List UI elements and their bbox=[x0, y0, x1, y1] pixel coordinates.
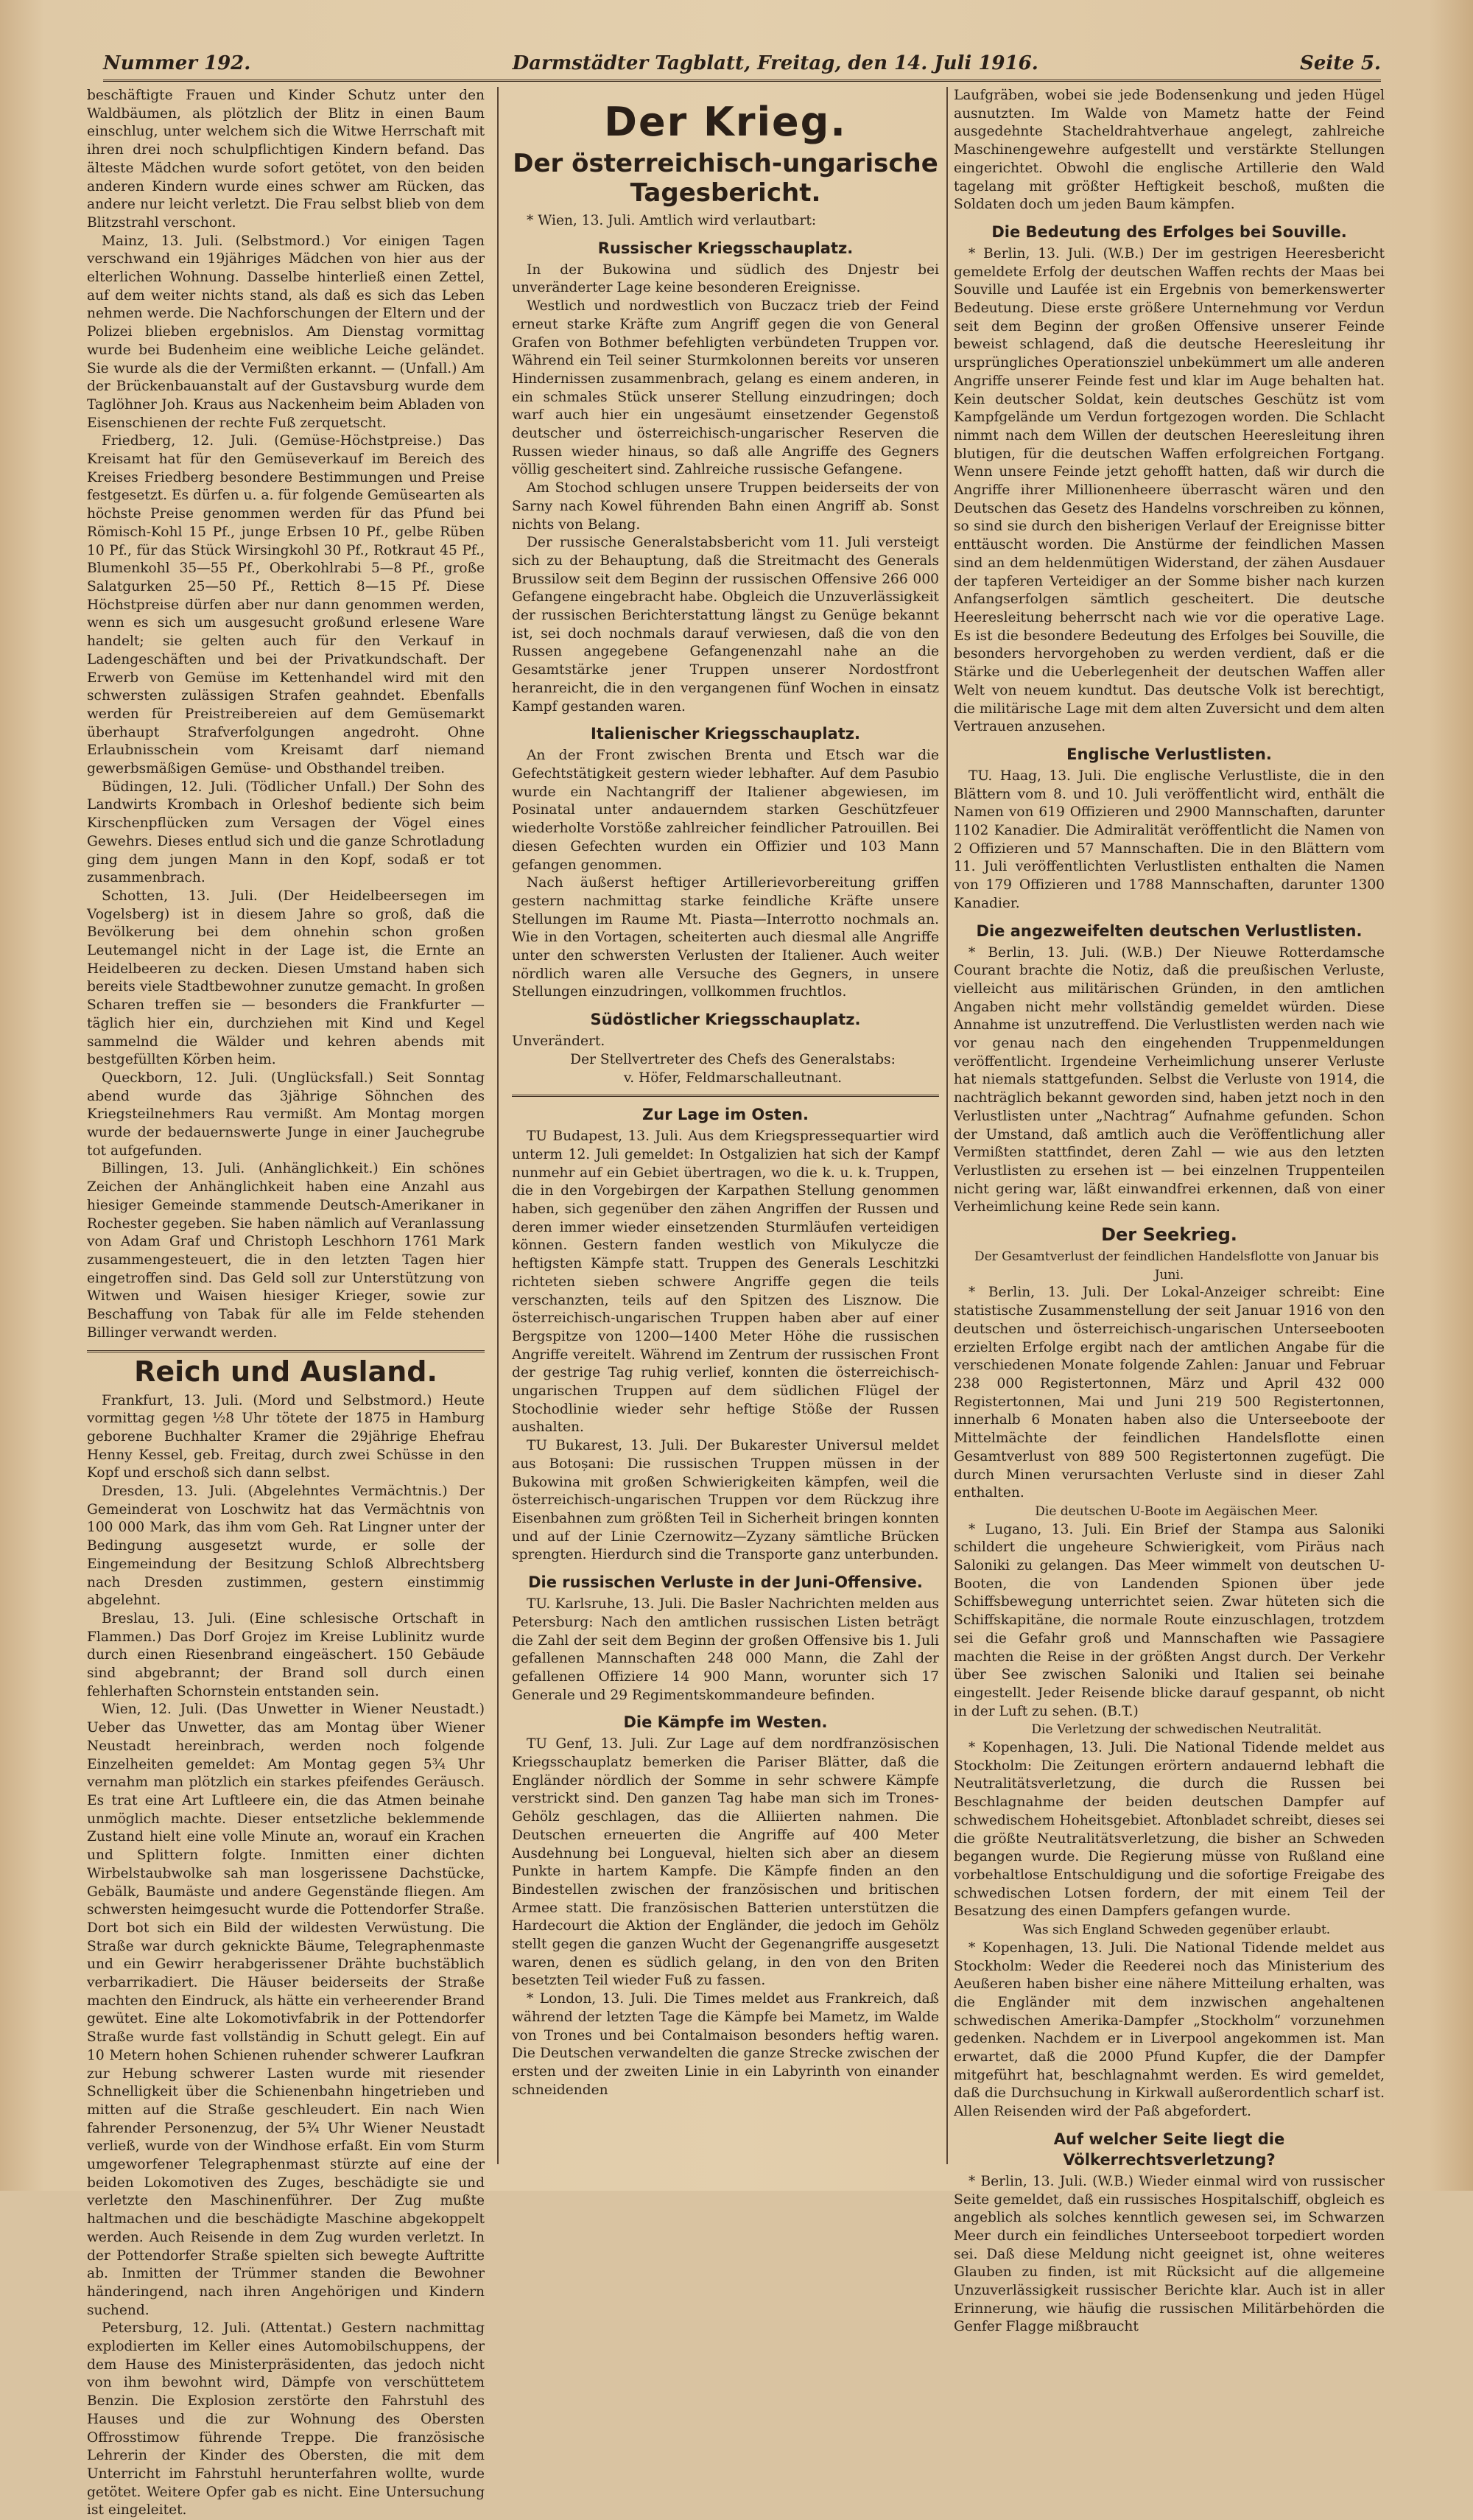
article-paragraph: Dresden, 13. Juli. (Abgelehntes Vermächtnis.) Der Gemeinderat von Loschwitz hat das Vermächtnis von 100 000 Mark, das ihm vom Geh. Rat Lingner unter der Bedingung ausgesetzt wurde, er solle der Eingemeindung der Besitzung Schloß Albrechtsberg nach Dresden zustimmen, gestern einstimmig abgelehnt. bbox=[87, 1484, 485, 1609]
section-heading: Italienischer Kriegsschauplatz. bbox=[591, 725, 860, 743]
article-paragraph: Breslau, 13. Juli. (Eine schlesische Ortschaft in Flammen.) Das Dorf Grojez im Kreise Lublinitz wurde durch einen Riesenbrand eingeäschert. 150 Gebäude sind abgebrannt; der Brand soll durch einen fehlerhaften Schornstein entstanden sein. bbox=[87, 1610, 485, 1699]
section-heading: Südöstlicher Kriegsschauplatz. bbox=[590, 1011, 861, 1029]
article-paragraph: Frankfurt, 13. Juli. (Mord und Selbstmord.) Heute vormittag gegen ½8 Uhr tötete der 1875 in Hamburg geborene Buchhalter Kramer die 29jährige Ehefrau Henny Kessel, geb. Freitag, durch zwei Schüsse in den Kopf und erschoß sich dann selbst. bbox=[87, 1392, 485, 1481]
article-paragraph: * London, 13. Juli. Die Times meldet aus Frankreich, daß während der letzten Tage die Kämpfe bei Mametz, im Walde von Trones und bei Contalmaison besonders heftig waren. Die Deutschen verwandelten die ganze Strecke zwischen der ersten und der zweiten Linie in ein Labyrinth von einander schneidenden bbox=[512, 1991, 939, 2098]
column-left bbox=[87, 87, 485, 2519]
section-heading: Die angezweifelten deutschen Verlustlisten. bbox=[976, 922, 1363, 940]
section-divider bbox=[87, 1350, 485, 1352]
article-paragraph: An der Front zwischen Brenta und Etsch war die Gefechtstätigkeit gestern wieder lebhafter. Auf dem Pasubio wurde ein Nachtangriff der Italiener abgewiesen, im Posinatal unter andauerndem starken Geschützfeuer wiederholte Vorstöße zahlreicher feindlicher Patrouillen. Bei diesen Gefechten wurden ein Offizier und 103 Mann gefangen genommen. bbox=[512, 748, 939, 873]
section-heading: Der Seekrieg. bbox=[1101, 1224, 1237, 1246]
page-number: Seite 5. bbox=[1300, 52, 1381, 74]
article-paragraph: Büdingen, 12. Juli. (Tödlicher Unfall.) Der Sohn des Landwirts Krombach in Orleshof bediente sich beim Kirschenpflücken zum Versagen der Vögel eines Gewehrs. Dieses entlud sich und die ganze Schrotladung ging dem jungen Mann in den Kopf, sodaß er tot zusammenbrach. bbox=[87, 779, 485, 886]
article-paragraph: * Berlin, 13. Juli. (W.B.) Der im gestrigen Heeresbericht gemeldete Erfolg der deutschen Waffen rechts der Maas bei Souville und Laufée ist ein Ergebnis von bemerkenswerter Bedeutung. Diese erste größere Unternehmung vor Verdun seit dem Beginn der großen Offensive unserer Feinde beweist schlagend, daß die deutsche Heeresleitung ihr ursprüngliches Operationsziel unbekümmert um alle anderen Angriffe unserer Feinde fest und klar im Auge behalten hat. Kein deutscher Soldat, kein deutsches Geschütz ist vom Kampfgelände um Verdun fortgezogen worden. Die Schlacht nimmt nach dem Willen der deutschen Heeresleitung ihren blutigen, für die deutschen Waffen erfolgreichen Fortgang. Wenn unsere Feinde jetzt gehofft hatten, daß wir durch die Angriffe ihrer Millionenheere überrascht wären und den Deutschen das Gesetz des Handelns vorschreiben zu können, so sind sie durch den bisherigen Verlauf der Ereignisse bitter enttäuscht worden. Die Anstürme der feindlichen Massen sind an dem heldenmütigen Widerstand, der zähen Ausdauer der tapferen Verteidiger an der Somme bisher nach kurzen Anfangserfolgen sämtlich gescheitert. Die deutsche Heeresleitung beherrscht nach wie vor die operative Lage. Es ist die besondere Bedeutung des Erfolges bei Souville, die besonders hervorgehoben zu werden verdient, daß er die Stärke und die Ueberlegenheit der deutschen Waffen aller Welt von neuem kundtut. Das deutsche Volk ist berechtigt, die militärische Lage mit dem alten Zuversicht und dem alten Vertrauen anzusehen. bbox=[954, 245, 1385, 735]
section-subheading: Die deutschen U-Boote im Aegäischen Meer. bbox=[1035, 1503, 1318, 1519]
article-paragraph: Wien, 12. Juli. (Das Unwetter in Wiener Neustadt.) Ueber das Unwetter, das am Montag über Wiener Neustadt hereinbrach, werden noch folgende Einzelheiten gemeldet: Am Montag gegen 5¾ Uhr vernahm man plötzlich ein starkes pfeifendes Geräusch. Es trat eine Art Luftleere ein, die das Atmen beinahe unmöglich machte. Dieser entsetzliche beklemmende Zustand hielt eine volle Minute an, worauf ein Krachen und Splittern folgte. Inmitten einer dichten Wirbelstaubwolke sah man losgerissene Dachstücke, Gebälk, Baumäste und andere Gegenstände fliegen. Am schwersten heimgesucht wurde die Pottendorfer Straße. Dort bot sich ein Bild der wildesten Verwüstung. Die Straße war durch geknickte Bäume, Telegraphenmaste und ein Gewirr herabgerissener Drähte buchstäblich verbarrikadiert. Die Häuser beiderseits der Straße machten den Eindruck, als hätte ein verheerender Brand gewütet. Eine alte Lokomotivfabrik in der Pottendorfer Straße wurde fast vollständig in Schutt gelegt. Ein auf 10 Metern hohen Schienen ruhender schwerer Laufkran zur Hebung schwerer Lasten wurde mit riesender Schnelligkeit über die Schienenbahn hingetrieben und mitten auf die Straße geschleudert. Ein nach Wien fahrender Personenzug, der 5¾ Uhr Wiener Neustadt verließ, wurde von der Windhose erfaßt. Ein vom Sturm umgeworfener Telegraphenmast stürzte auf eine der beiden Lokomotiven des Zuges, beschädigte sie und verletzte den Maschinenführer. Der Zug mußte haltmachen und die beschädigte Maschine abgekoppelt werden. Auch Reisende in dem Zug wurden verletzt. In der Pottendorfer Straße spielten sich bewegte Auftritte ab. Inmitten der Trümmer standen die Bewohner händeringend, nach ihren Angehörigen und Kindern suchend. bbox=[87, 1702, 485, 2318]
article-paragraph: Am Stochod schlugen unsere Truppen beiderseits der von Sarny nach Kowel führenden Bahn einen Angriff ab. Sonst nichts von Belang. bbox=[512, 480, 939, 533]
article-paragraph: Mainz, 13. Juli. (Selbstmord.) Vor einigen Tagen verschwand ein 19jähriges Mädchen von hier aus der elterlichen Wohnung. Dasselbe hinterließ einen Zettel, auf dem weiter nichts stand, als daß es sich das Leben nehmen werde. Die Nachforschungen der Eltern und der Polizei blieben ergebnislos. Am Dienstag vormittag wurde bei Budenheim eine weibliche Leiche geländet. Sie wurde als die der Vermißten erkannt. — (Unfall.) Am der Brückenbauanstalt auf der Gustavsburg wurde dem Taglöhner Joh. Kraus aus Nackenheim beim Abladen von Eisenschienen der rechte Fuß zerquetscht. bbox=[87, 233, 485, 431]
article-paragraph: TU Bukarest, 13. Juli. Der Bukarester Universul meldet aus Botoșani: Die russischen Truppen müssen in der Bukowina mit großen Schwierigkeiten kämpfen, weil die österreichisch-ungarischen Truppen vor dem Rückzug ihre Eisenbahnen zum größten Teil in Sicherheit bringen konnten und auf der Linie Czernowitz—Zyzany sämtliche Brücken sprengten. Hierdurch sind die Transporte ganz unterbunden. bbox=[512, 1438, 939, 1563]
article-paragraph: Friedberg, 12. Juli. (Gemüse-Höchstpreise.) Das Kreisamt hat für den Gemüseverkauf im Bereich des Kreises Friedberg besondere Bestimmungen und Preise festgesetzt. Es dürfen u. a. für folgende Gemüsearten als höchste Preise genommen werden für das Pfund bei Römisch-Kohl 15 Pf., junge Erbsen 10 Pf., gelbe Rüben 10 Pf., für das Stück Wirsingkohl 30 Pf., Rotkraut 45 Pf., Blumenkohl 35—55 Pf., Oberkohlrabi 5—8 Pf., große Salatgurken 25—50 Pf., Rettich 8—15 Pf. Diese Höchstpreise dürfen aber nur dann genommen werden, wenn es sich um ausgesucht großund erlesene Ware handelt; sie gelten auch für den Verkauf in Ladengeschäften und bei der Privatkundschaft. Der Erwerb von Gemüse im Kettenhandel wird mit den schwersten zulässigen Strafen geahndet. Ebenfalls werden für Preistreibereien auf dem Gemüsemarkt überhaupt Strafverfolgungen angedroht. Ohne Erlaubnisschein vom Kreisamt darf niemand gewerbsmäßigen Gemüse- und Obsthandel treiben. bbox=[87, 433, 485, 777]
section-subheading: Was sich England Schweden gegenüber erlaubt. bbox=[1022, 1923, 1331, 1938]
article-paragraph: beschäftigte Frauen und Kinder Schutz unter den Waldbäumen, als plötzlich der Blitz in einen Baum einschlug, unter welchem sich die Witwe Herrschaft mit ihren drei noch schulpflichtigen Kindern befand. Das älteste Mädchen wurde sofort getötet, von den beiden anderen Kindern wurde eines schwer am Rücken, das andere nur leicht verletzt. Die Frau selbst blieb von dem Blitzstrahl verschont. bbox=[87, 88, 485, 231]
column-rule bbox=[946, 87, 948, 2164]
article-paragraph: * Kopenhagen, 13. Juli. Die National Tidende meldet aus Stockholm: Die Zeitungen erörtern andauernd lebhaft die Neutralitätsverletzung, die durch die Russen bei Beschlagnahme der beiden deutschen Dampfer auf schwedischem Hoheitsgebiet. Aftonbladet schreibt, dieses sei die größte Neutralitätsverletzung, die bisher an Schweden begangen wurde. Die Regierung müsse von Rußland eine vorbehaltlose Entschuldigung und die sofortige Freigabe des schwedischen Lotsen fordern, der mit einem Teil der Besatzung des einen Dampfers gefangen wurde. bbox=[954, 1740, 1385, 1920]
article-paragraph: Petersburg, 12. Juli. (Attentat.) Gestern nachmittag explodierten im Keller eines Automobilschuppens, der dem Hause des Ministerpräsidenten, das jedoch nicht von ihm bewohnt wird, Dämpfe von verschüttetem Benzin. Die Explosion zerstörte den Fahrstuhl des Hauses und die zur Wohnung des Obersten Offrosstimow führende Treppe. Die französische Lehrerin der Kinder des Obersten, die mit dem Unterricht im Fahrstuhl herunterfahren wollte, wurde getötet. Weitere Opfer gab es nicht. Eine Untersuchung ist eingeleitet. bbox=[87, 2320, 485, 2519]
article-paragraph: In der Bukowina und südlich des Dnjestr bei unveränderter Lage keine besonderen Ereignisse. bbox=[512, 262, 939, 296]
article-paragraph: * Lugano, 13. Juli. Ein Brief der Stampa aus Saloniki schildert die ungeheure Schwierigkeit, vom Piräus nach Saloniki zu gelangen. Das Meer wimmelt von deutschen U-Booten, die von Landenden Spionen über jede Schiffsbewegung unterrichtet seien. Zwar hüteten sich die Schiffskapitäne, die normale Route einzuschlagen, trotzdem sei die Gefahr groß und Mannschaften wie Passagiere machten die Reise in der größten Angst durch. Der Verkehr über See zwischen Saloniki und Italien sei beinahe eingestellt. Jeder Reisende blicke darauf gespannt, ob nicht in der Luft zu sehen. (B.T.) bbox=[954, 1521, 1385, 1719]
column-rule bbox=[497, 87, 499, 2164]
article-paragraph: Billingen, 13. Juli. (Anhänglichkeit.) Ein schönes Zeichen der Anhänglichkeit haben eine Anzahl aus hiesiger Gemeinde stammende Deutsch-Amerikaner in Rochester gegeben. Sie haben nämlich auf Veranlassung von Adam Graf und Christoph Leschhorn 1761 Mark zusammengesteuert, die in den letzten Tagen hier eingetroffen sind. Das Geld soll zur Unterstützung von Witwen und Waisen hiesiger Krieger, sowie zur Beschaffung von Tabak für alle im Felde stehenden Billinger verwandt werden. bbox=[87, 1161, 485, 1341]
issue-number: Nummer 192. bbox=[103, 52, 251, 74]
section-subheading: Die Verletzung der schwedischen Neutralität. bbox=[1031, 1722, 1322, 1738]
article-paragraph: Nach äußerst heftiger Artillerievorbereitung griffen gestern nachmittag starke feindliche Kräfte unsere Stellungen im Raume Mt. Piasta—Interrotto nochmals an. Wie in den Vortagen, scheiterten auch diesmal alle Angriffe unter den schwersten Verlusten der Italiener. Auch weiter nördlich waren alle Versuche des Gegners, in unsere Stellungen einzudringen, vollkommen fruchtlos. bbox=[512, 875, 939, 1000]
column-middle bbox=[512, 87, 939, 2164]
section-heading: Zur Lage im Osten. bbox=[642, 1106, 809, 1124]
section-heading: Die Bedeutung des Erfolges bei Souville. bbox=[991, 222, 1347, 241]
section-heading: Russischer Kriegsschauplatz. bbox=[597, 239, 854, 257]
article-paragraph: * Kopenhagen, 13. Juli. Die National Tidende meldet aus Stockholm: Weder die Reederei noch das Ministerium des Aeußeren haben bisher eine nähere Mitteilung erhalten, was die Engländer mit dem inzwischen angehaltenen schwedischen Amerika-Dampfer „Stockholm“ vorzunehmen gedenken. Nachdem er in Liverpool angekommen ist. Man erwartet, daß die 2000 Pfund Kupfer, die der Dampfer mitgeführt hat, beschlagnahmt werden. Es wird gemeldet, daß die Durchsuchung in Kirkwall außerordentlich scharf ist. Allen Reisenden wird der Paß abgefordert. bbox=[954, 1940, 1385, 2120]
article-paragraph: * Berlin, 13. Juli. (W.B.) Der Nieuwe Rotterdamsche Courant brachte die Notiz, daß die preußischen Verluste, vielleicht aus militärischen Gründen, in den amtlichen Angaben nicht mehr vollständig gemeldet würden. Diese Annahme ist unzutreffend. Die Verlustlisten werden nach wie vor genau nach den eingehenden Truppenmeldungen veröffentlicht. Irgendeine Verheimlichung unserer Verluste hat niemals stattgefunden. Selbst die Verluste von 1914, die nachträglich bekannt geworden sind, haben jetzt noch in den Verlustlisten unter „Nachtrag“ Aufnahme gefunden. Schon der Umstand, daß amtlich auch die Veröffentlichung aller Vermißten stattfindet, deren Zahl — wie aus den letzten Verlustlisten zu ersehen ist — bei einzelnen Truppenteilen nicht gering war, läßt einwandfrei erkennen, daß von einer Verheimlichung keine Rede sein kann. bbox=[954, 944, 1385, 1215]
article-paragraph: Westlich und nordwestlich von Buczacz trieb der Feind erneut starke Kräfte zum Angriff gegen die von General Grafen von Bothmer befehligten verbündeten Truppen vor. Während ein Teil seiner Sturmkolonnen bereits vor unseren Hindernissen zusammenbrach, gelang es einem anderen, in ein schmales Stück unserer Stellung einzudringen; doch warf auch hier ein ungesäumt einsetzender Gegenstoß deutscher und österreichisch-ungarischer Reserven die Russen wieder hinaus, so daß alle Angriffe des Gegners völlig gescheitert sind. Zahlreiche russische Gefangene. bbox=[512, 298, 939, 478]
article-paragraph: TU. Karlsruhe, 13. Juli. Die Basler Nachrichten melden aus Petersburg: Nach den amtlichen russischen Listen beträgt die Zahl der seit dem Beginn der großen Offensive bis 1. Juli gefallenen Mannschaften 248 000 Mann, die Zahl der gefallenen Offiziere 14 900 Mann, worunter sich 17 Generale und 29 Regimentskommandeure befinden. bbox=[512, 1596, 939, 1703]
section-heading: Die Kämpfe im Westen. bbox=[623, 1713, 828, 1732]
signature-line: Der Stellvertreter des Chefs des Generalstabs: bbox=[570, 1051, 896, 1067]
article-paragraph: * Berlin, 13. Juli. Der Lokal-Anzeiger schreibt: Eine statistische Zusammenstellung der seit Januar 1916 von den deutschen und österreichisch-ungarischen Unterseebooten erzielten Erfolge ergibt nach der amtlichen Angabe für die verschiedenen Monate folgende Zahlen: Januar und Februar 238 000 Registertonnen, März und April 432 000 Registertonnen, Mai und Juni 219 500 Registertonnen, innerhalb 6 Monaten haben also die Unterseeboote der Mittelmächte der feindlichen Handelsflotte einen Gesamtverlust von 889 500 Registertonnen zugefügt. Die durch Minen verursachten Verluste sind in dieser Zahl enthalten. bbox=[954, 1285, 1385, 1501]
newspaper-masthead: Darmstädter Tagblatt, Freitag, den 14. Juli 1916. bbox=[512, 52, 1038, 74]
article-paragraph: Unverändert. bbox=[512, 1033, 605, 1050]
article-paragraph: TU. Haag, 13. Juli. Die englische Verlustliste, die in den Blättern vom 8. und 10. Juli veröffentlicht wird, enthält die Namen von 619 Offizieren und 2900 Mannschaften, darunter 1102 Kanadier. Die Admiralität veröffentlicht die Namen von 2 Offizieren und 57 Mannschaften. Die in den Blättern vom 11. Juli veröffentlichten Verlustlisten enthalten die Namen von 179 Offizieren und 1788 Mannschaften, darunter 1300 Kanadier. bbox=[954, 768, 1385, 911]
article-paragraph: Schotten, 13. Juli. (Der Heidelbeersegen im Vogelsberg) ist in diesem Jahre so groß, daß die Bevölkerung bei dem ohnehin schon großen Leutemangel nicht in der Lage ist, die Ernte an Heidelbeeren zu decken. Diesen Umstand haben sich bereits viele Stadtbewohner zunutze gemacht. In großen Scharen treffen sie — besonders die Frankfurter — täglich hier ein, durchziehen mit Kind und Kegel sammelnd die Wälder und kehren abends mit bestgefüllten Körben heim. bbox=[87, 888, 485, 1068]
section-title-reich-ausland: Reich und Ausland. bbox=[134, 1355, 437, 1388]
article-paragraph: TU Genf, 13. Juli. Zur Lage auf dem nordfranzösischen Kriegsschauplatz bemerken die Pariser Blätter, daß die Engländer nördlich der Somme in sehr schwere Kämpfe verstrickt sind. Den ganzen Tag habe man sich im Trones-Gehölz geschlagen, das die Alliierten nahmen. Die Deutschen erneuerten die Angriffe auf 400 Meter Ausdehnung bei Longueval, hielten sich aber an diesem Punkte in hartem Kampfe. Die Kämpfe finden an den Bindestellen zwischen der französischen und britischen Armee statt. Die französischen Batterien unterstützen die Hardecourt die Aktion der Engländer, die jedoch im Gehölz stellt gegen die ganzen Wucht der Gegenangriffe ausgesetzt waren, denen es südlich gelang, in den von den Briten besetzten Teil wieder Fuß zu fassen. bbox=[512, 1736, 939, 1989]
column-right bbox=[954, 87, 1385, 2335]
section-heading: Auf welcher Seite liegt die Völkerrechtsverletzung? bbox=[1053, 2130, 1285, 2169]
section-subheading: Der Gesamtverlust der feindlichen Handelsflotte von Januar bis Juni. bbox=[974, 1249, 1379, 1282]
section-heading: Englische Verlustlisten. bbox=[1066, 745, 1272, 763]
article-paragraph: Der russische Generalstabsbericht vom 11. Juli versteigt sich zu der Behauptung, daß die Streitmacht des Generals Brussilow seit dem Beginn der russischen Offensive 266 000 Gefangene eingebracht habe. Obgleich die Unzuverlässigkeit der russischen Berichterstattung längst zu Genüge bekannt ist, sei doch nochmals darauf verwiesen, daß die von den Russen angegebene Gefangenenzahl nahe an die Gesamtstärke jener Truppen unserer Nordostfront heranreicht, die in den vergangenen fünf Wochen in einsatz Kampf gestanden waren. bbox=[512, 535, 939, 715]
section-heading: Die russischen Verluste in der Juni-Offensive. bbox=[528, 1573, 923, 1592]
article-paragraph: TU Budapest, 13. Juli. Aus dem Kriegspressequartier wird unterm 12. Juli gemeldet: In Ostgalizien hat sich der Kampf nunmehr auf ein Gebiet übertragen, wo die k. u. k. Truppen, die in den Vorgebirgen der Karpathen Stellung genommen haben, sich gegenüber den zähen Angriffen der Russen und deren immer wieder einsetzenden Sturmläufen verteidigen können. Gestern fanden westlich von Mikulycze die heftigsten Kämpfe statt. Truppen des Generals Leschitzki richteten sieben schwere Angriffe gegen die teils verschanzten, teils auf den Spitzen des Lisznow. Die österreichisch-ungarischen Truppen haben aber auf einer Bergspitze von 1200—1400 Meter Höhe die russischen Angriffe vereitelt. Während im Zentrum der russischen Front der gestrige Tag ruhig verlief, konnten die österreichisch-ungarischen Truppen auf dem südlichen Flügel der Stochodlinie wieder sehr heftige Stöße der Russen aushalten. bbox=[512, 1129, 939, 1436]
article-paragraph: * Berlin, 13. Juli. (W.B.) Wieder einmal wird von russischer Seite gemeldet, daß ein russisches Hospitalschiff, obgleich es angeblich als solches kenntlich gewesen sei, im Schwarzen Meer durch ein feindliches Unterseeboot torpediert worden sei. Daß diese Meldung nicht geeignet ist, ohne weiteres Glauben zu finden, ist mit Rücksicht auf die allgemeine Unzuverlässigkeit russischer Berichte klar. Auch ist in aller Erinnerung, wie häufig die russischen Militärbehörden die Genfer Flagge mißbraucht bbox=[954, 2173, 1385, 2335]
article-paragraph: Laufgräben, wobei sie jede Bodensenkung und jeden Hügel ausnutzten. Im Walde von Mametz hatte der Feind ausgedehnte Stacheldrahtverhaue angelegt, zahlreiche Maschinengewehre aufgestellt und verstärkte Stellungen eingerichtet. Obwohl die englische Artillerie den Wald tagelang mit größter Heftigkeit beschoß, mußten die Soldaten doch um jeden Baum kämpfen. bbox=[954, 88, 1385, 213]
article-paragraph: * Wien, 13. Juli. Amtlich wird verlautbart: bbox=[527, 213, 817, 228]
section-divider bbox=[512, 1095, 939, 1097]
signature-name: v. Höfer, Feldmarschalleutnant. bbox=[623, 1070, 843, 1086]
sub-headline: Der österreichisch-ungarische Tagesbericht. bbox=[513, 149, 938, 208]
page-header bbox=[103, 47, 1381, 82]
main-headline: Der Krieg. bbox=[604, 99, 847, 145]
article-paragraph: Queckborn, 12. Juli. (Unglücksfall.) Seit Sonntag abend wurde das 3jährige Söhnchen des Kriegsteilnehmers Rau vermißt. Am Montag morgen wurde der bedauernswerte Junge in einer Jauchegrube tot aufgefunden. bbox=[87, 1070, 485, 1159]
